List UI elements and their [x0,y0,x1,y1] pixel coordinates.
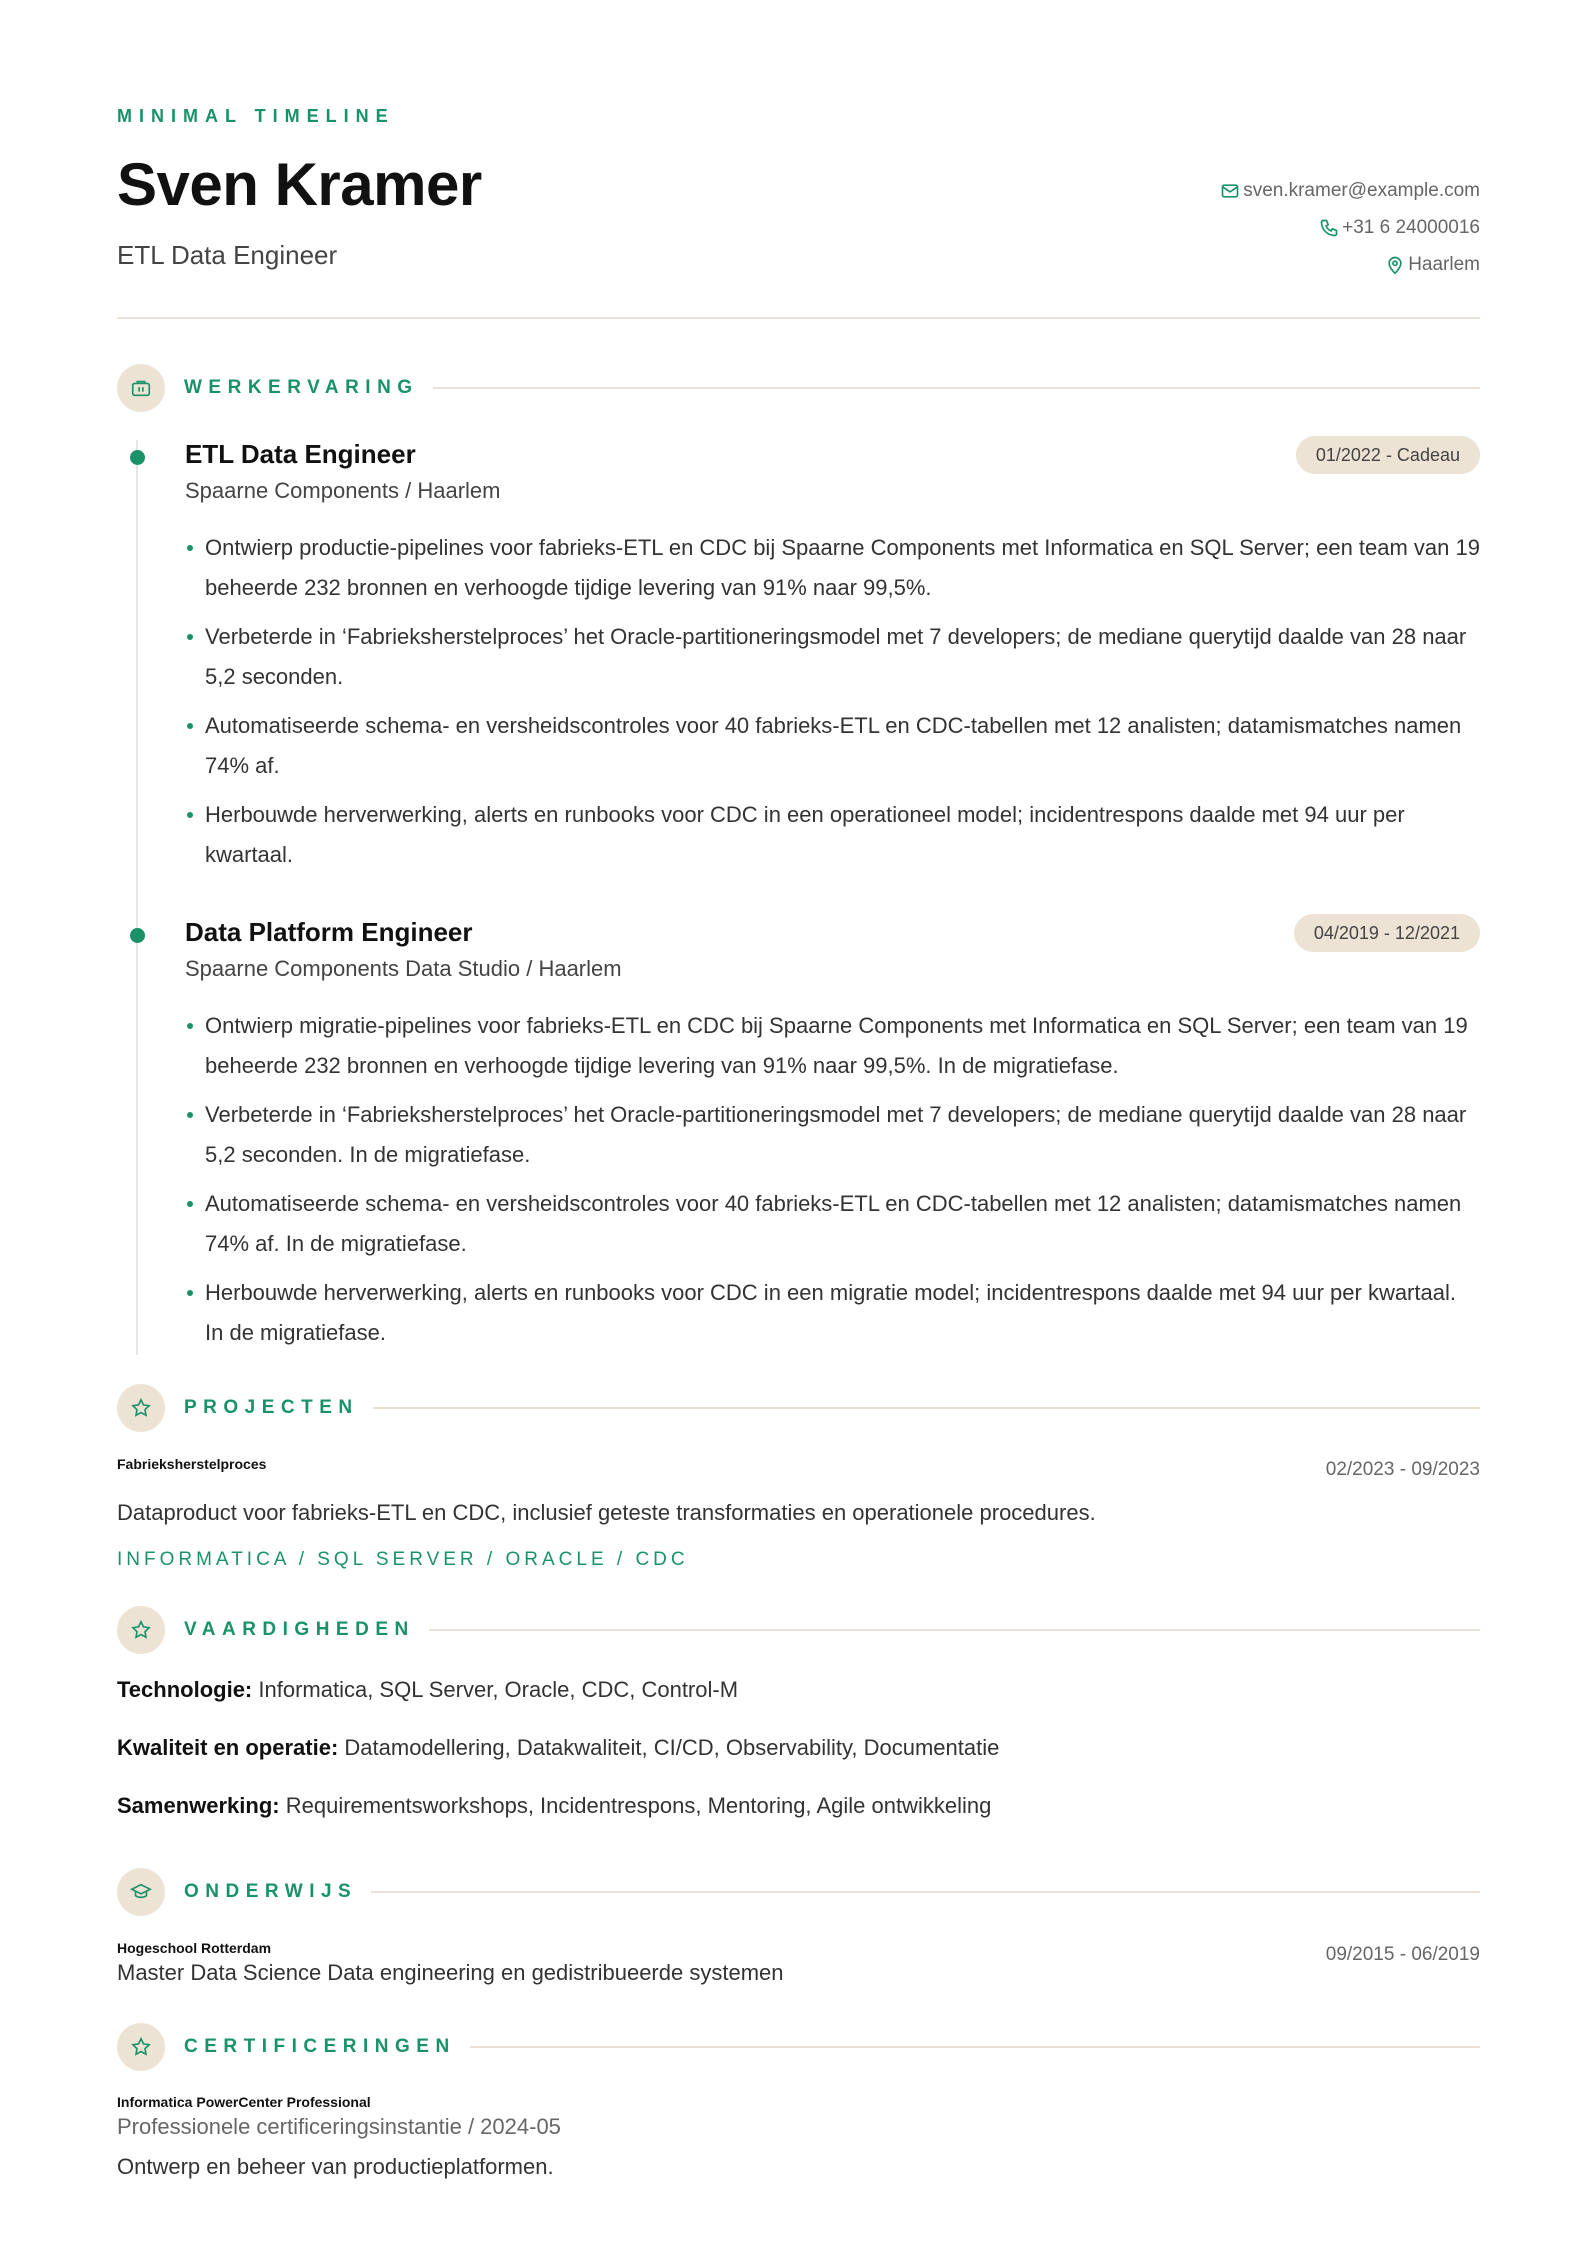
star-icon [130,2036,152,2058]
section-icon [117,1384,165,1432]
email-text: sven.kramer@example.com [1243,179,1480,201]
certification-description: Ontwerp en beheer van productieplatformen. [117,2154,554,2179]
list-item: Ontwierp productie-pipelines voor fabrieks-ETL en CDC bij Spaarne Components met Informatica en SQL Server; een team van 19 beheerde 232 bronnen en verhoogde tijdige levering van 91% naar 99,5%. [185,528,1480,608]
section-icon [117,364,165,412]
list-item: Verbeterde in ‘Fabrieksherstelproces’ het Oracle-partitioneringsmodel met 7 developers; de mediane querytijd daalde van 28 naar 5,2 seconden. In de migratiefase. [185,1095,1480,1175]
section-certifications-header [117,2023,1480,2071]
date-badge: 01/2022 - Cadeau [1296,436,1480,474]
date-badge: 04/2019 - 12/2021 [1294,914,1480,952]
section-divider [373,1407,1480,1409]
section-divider [371,1891,1480,1893]
phone-icon [1319,218,1339,238]
education-degree: Master Data Science Data engineering en gedistribueerde systemen [117,1960,784,1985]
project-description: Dataproduct voor fabrieks-ETL en CDC, inclusief geteste transformaties en operationele procedures. [117,1500,1096,1525]
contact-phone[interactable] [1220,209,1480,246]
contact-location [1220,246,1480,283]
candidate-name: Sven Kramer [117,151,482,218]
section-icon [117,1868,165,1916]
section-title: ONDERWIJS [184,1881,358,1902]
skill-value: Datamodellering, Datakwaliteit, CI/CD, Observability, Documentatie [338,1735,1000,1760]
section-title: CERTIFICERINGEN [184,2036,456,2057]
section-skills-header [117,1606,1480,1654]
list-item: Herbouwde herverwerking, alerts en runbooks voor CDC in een migratie model; incidentrespons daalde met 94 uur per kwartaal. In de migratiefase. [185,1273,1480,1353]
experience-timeline [136,440,138,1355]
skill-label: Samenwerking: [117,1793,280,1818]
section-icon [117,1606,165,1654]
star-icon [130,1397,152,1419]
header-divider [117,317,1480,319]
job-title: Data Platform Engineer [185,917,473,947]
list-item: Ontwierp migratie-pipelines voor fabrieks-ETL en CDC bij Spaarne Components met Informatica en SQL Server; een team van 19 beheerde 232 bronnen en verhoogde tijdige levering van 91% naar 99,5%. In de migratiefase. [185,1006,1480,1086]
graduation-cap-icon [130,1881,152,1903]
project-dates: 02/2023 - 09/2023 [1325,1459,1480,1480]
phone-text: +31 6 24000016 [1342,216,1480,238]
template-eyebrow: MINIMAL TIMELINE [117,106,395,126]
timeline-dot [130,928,145,943]
list-item: Verbeterde in ‘Fabrieksherstelproces’ het Oracle-partitioneringsmodel met 7 developers; de mediane querytijd daalde van 28 naar 5,2 seconden. [185,617,1480,697]
timeline-dot [130,450,145,465]
briefcase-icon [130,377,152,399]
section-icon [117,2023,165,2071]
job-title: ETL Data Engineer [185,439,416,469]
list-item: Herbouwde herverwerking, alerts en runbooks voor CDC in een operationeel model; incidentrespons daalde met 94 uur per kwartaal. [185,795,1480,875]
location-text: Haarlem [1408,253,1480,275]
section-title: PROJECTEN [184,1397,359,1418]
star-icon [130,1619,152,1641]
skill-row [117,1735,999,1761]
project-tags: INFORMATICA / SQL SERVER / ORACLE / CDC [117,1549,689,1570]
skill-label: Technologie: [117,1677,253,1702]
section-experience-header [117,364,1480,412]
mail-icon [1220,181,1240,201]
contact-email[interactable] [1220,172,1480,209]
section-divider [429,1629,1480,1631]
job-bullets [185,1006,1480,1353]
certification-name: Informatica PowerCenter Professional [117,2094,371,2110]
section-divider [433,387,1480,389]
skill-label: Kwaliteit en operatie: [117,1735,339,1760]
education-school: Hogeschool Rotterdam [117,1940,272,1956]
skill-row [117,1793,991,1819]
project-name: Fabrieksherstelproces [117,1456,267,1472]
list-item: Automatiseerde schema- en versheidscontroles voor 40 fabrieks-ETL en CDC-tabellen met 12 analisten; datamismatches namen 74% af. In de migratiefase. [185,1184,1480,1264]
section-title: VAARDIGHEDEN [184,1619,415,1640]
skill-value: Informatica, SQL Server, Oracle, CDC, Control-M [252,1677,739,1702]
certification-issuer: Professionele certificeringsinstantie / 2024-05 [117,2114,561,2139]
job-entry [185,436,1480,884]
candidate-role: ETL Data Engineer [117,240,338,270]
job-bullets [185,528,1480,875]
section-projects-header [117,1384,1480,1432]
job-company: Spaarne Components / Haarlem [185,478,501,503]
section-title: WERKERVARING [184,377,419,398]
skill-row [117,1677,738,1703]
section-education-header [117,1868,1480,1916]
skill-value: Requirementsworkshops, Incidentrespons, Mentoring, Agile ontwikkeling [279,1793,992,1818]
list-item: Automatiseerde schema- en versheidscontroles voor 40 fabrieks-ETL en CDC-tabellen met 12 analisten; datamismatches namen 74% af. [185,706,1480,786]
job-entry [185,914,1480,1362]
section-divider [470,2046,1480,2048]
map-pin-icon [1385,255,1405,275]
education-dates: 09/2015 - 06/2019 [1325,1944,1480,1965]
contact-block [1220,172,1480,283]
job-company: Spaarne Components Data Studio / Haarlem [185,956,622,981]
